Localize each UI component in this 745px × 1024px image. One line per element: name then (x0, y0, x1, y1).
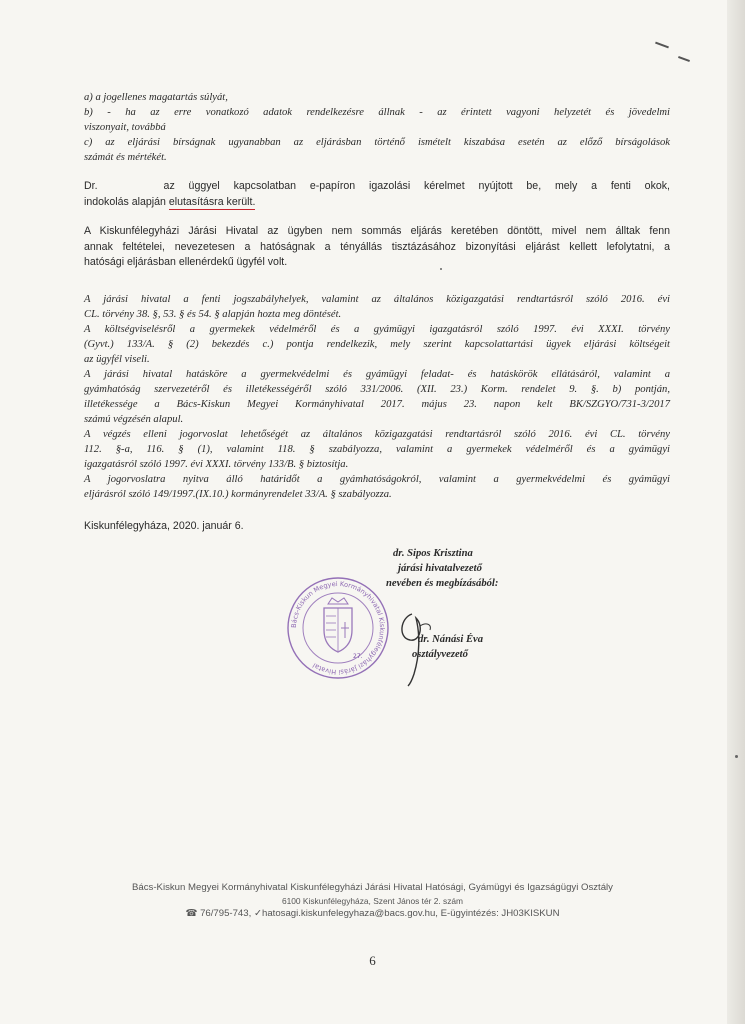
page-number: 6 (369, 953, 376, 968)
signer-name: dr. Nánási Éva (418, 634, 484, 645)
request-prefix: Dr. (84, 180, 98, 192)
criteria-list (84, 90, 670, 165)
signatory-name: dr. Sipos Krisztina (393, 548, 473, 559)
signer-title: osztályvezető (412, 649, 468, 660)
procedure-paragraph (84, 224, 670, 271)
coat-of-arms-icon (324, 598, 352, 652)
legal-line: A végzés elleni jogorvoslat lehetőségét az általános közigazgatási rendtartásról szóló 2016. évi CL. törvény (84, 429, 670, 440)
legal-line: A jogorvoslatra nyitva álló határidőt a gyámhatóságokról, valamint a gyermekvédelmi és gyámügyi (84, 474, 670, 485)
criterion-c-line1: c) az eljárási bírságnak ugyanabban az eljárásban történő ismételt kiszabása esetén az előző bírságolások (84, 137, 670, 148)
legal-line: az ügyfél viseli. (84, 354, 150, 365)
place-date: Kiskunfélegyháza, 2020. január 6. (84, 520, 244, 532)
legal-line: illetékessége a Bács-Kiskun Megyei Kormányhivatal 2017. május 23. napon kelt BK/SZGYO/731-3/2017 (84, 399, 670, 410)
stamp-ring-text: Bács-Kiskun Megyei Kormányhivatal Kiskunfélegyházi Járási Hivatal (289, 579, 387, 677)
legal-basis (84, 292, 670, 502)
legal-line: A költségviselésről a gyermekek védelméről és a gyámügyi igazgatásról szóló 1997. évi XXXI. törvény (84, 324, 670, 335)
footer-address: 6100 Kiskunfélegyháza, Szent János tér 2. szám (281, 896, 464, 906)
email-icon: ✓ (253, 908, 262, 919)
footer-contact (0, 908, 745, 919)
legal-line: (Gyvt.) 133/A. § (2) bekezdés c.) pontja rendelkezik, mely szerint kapcsolattartási ügyek eljárási költségeit (84, 339, 670, 350)
scan-dot (735, 755, 738, 758)
legal-line: gyámhatóság szervezetéről és illetékességéről szóló 331/2006. (XII. 23.) Korm. rendelet 9. §. b) pontján, (84, 384, 670, 395)
footer-phone: 76/795-743, (200, 908, 252, 919)
procedure-line1: A Kiskunfélegyházi Járási Hivatal az ügyben nem sommás eljárás keretében döntött, mivel nem álltak fenn (84, 225, 670, 237)
footer-office: Bács-Kiskun Megyei Kormányhivatal Kiskunfélegyházi Járási Hivatal Hatósági, Gyámügyi és Igazságügyi Osztály (132, 882, 613, 893)
scan-mark (655, 42, 669, 49)
handwritten-signature (390, 604, 450, 688)
request-paragraph (84, 179, 670, 210)
legal-line: 112. §-a, 116. § (1), valamint 118. § szabályozza, valamint a gyermekek védelméről és a gyámügyi (84, 444, 670, 455)
rejected-phrase: elutasításra került. (168, 195, 256, 208)
procedure-line3: hatósági eljárásban ellenérdekű ügyfél volt. (84, 256, 288, 268)
stamp-number: 27. (353, 653, 363, 660)
legal-line: A járási hivatal hatásköre a gyermekvédelmi és gyámügyi feladat- és hatáskörök ellátásáról, valamint a (84, 369, 670, 380)
request-line1: az üggyel kapcsolatban e-papíron igazolási kérelmet nyújtott be, mely a fenti okok, (163, 180, 670, 192)
request-line2-start: indokolás alapján (84, 195, 166, 208)
page-edge (727, 0, 745, 1024)
criterion-b-line2: viszonyait, továbbá (84, 122, 166, 133)
scan-mark (678, 56, 690, 62)
signatory-title: járási hivatalvezető (398, 563, 482, 574)
criterion-b-line1: b) - ha az erre vonatkozó adatok rendelkezésre állnak - az érintett vagyoni helyzetét és jövedelmi (84, 107, 670, 118)
on-behalf-text: nevében és megbízásából: (386, 578, 499, 589)
legal-line: eljárásról szóló 149/1997.(IX.10.) kormányrendelet 33/A. § szabályozza. (84, 489, 392, 500)
procedure-line2: annak feltételei, nevezetesen a hatóságnak a tényállás tisztázásához bizonyítási eljárást kellett lefolytatni, a (84, 240, 670, 253)
footer-email: hatosagi.kiskunfelegyhaza@bacs.gov.hu, E-ügyintézés: JH03KISKUN (262, 908, 560, 919)
legal-line: számú végzésén alapul. (84, 414, 184, 425)
legal-line: A járási hivatal a fenti jogszabályhelyek, valamint az általános közigazgatási rendtartásról szóló 2016. évi (84, 294, 670, 305)
legal-line: igazgatásról szóló 1997. évi XXXI. törvény 133/B. § biztosítja. (84, 459, 349, 470)
criterion-c-line2: számát és mértékét. (84, 152, 167, 163)
criterion-a: a) a jogellenes magatartás súlyát, (84, 92, 228, 103)
scan-dot (440, 268, 442, 270)
official-stamp (286, 576, 390, 680)
legal-line: CL. törvény 38. §, 53. § és 54. § alapján hozta meg döntését. (84, 309, 342, 320)
phone-icon: ☎ (185, 908, 198, 919)
